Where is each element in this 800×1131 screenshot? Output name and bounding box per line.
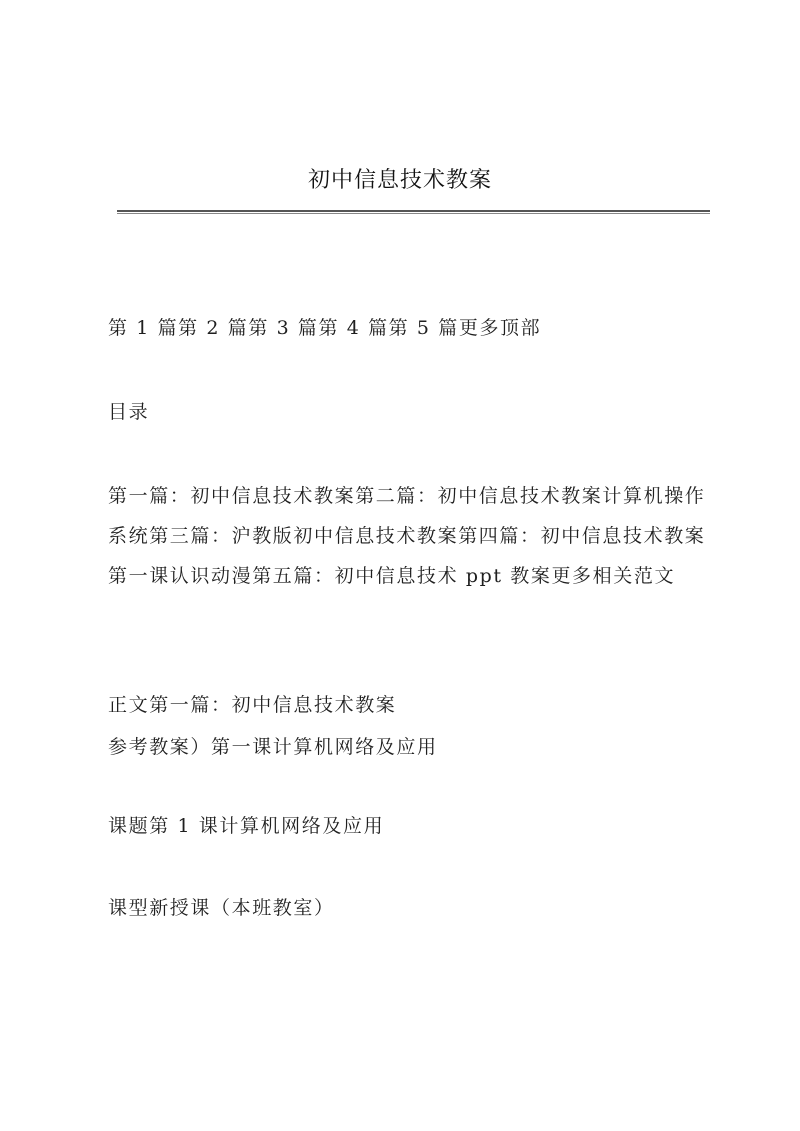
lesson-type: 课型新授课（本班教室） [108, 897, 335, 919]
main-text-heading [108, 684, 708, 768]
toc-heading: 目录 [108, 401, 150, 423]
chapter-nav-links[interactable]: 第 1 篇第 2 篇第 3 篇第 4 篇第 5 篇更多顶部 [108, 317, 542, 339]
main-heading-line-2: 参考教案）第一课计算机网络及应用 [108, 736, 438, 758]
title-underline [117, 210, 710, 214]
toc-list: 第一篇：初中信息技术教案第二篇：初中信息技术教案计算机操作系统第三篇：沪教版初中信息技术教案第四篇：初中信息技术教案第一课认识动漫第五篇：初中信息技术 ppt 教案更多相关范文 [108, 485, 706, 587]
page-title: 初中信息技术教案 [307, 168, 492, 193]
main-heading-line-1: 正文第一篇：初中信息技术教案 [108, 694, 397, 716]
lesson-title: 课题第 1 课计算机网络及应用 [108, 815, 385, 837]
